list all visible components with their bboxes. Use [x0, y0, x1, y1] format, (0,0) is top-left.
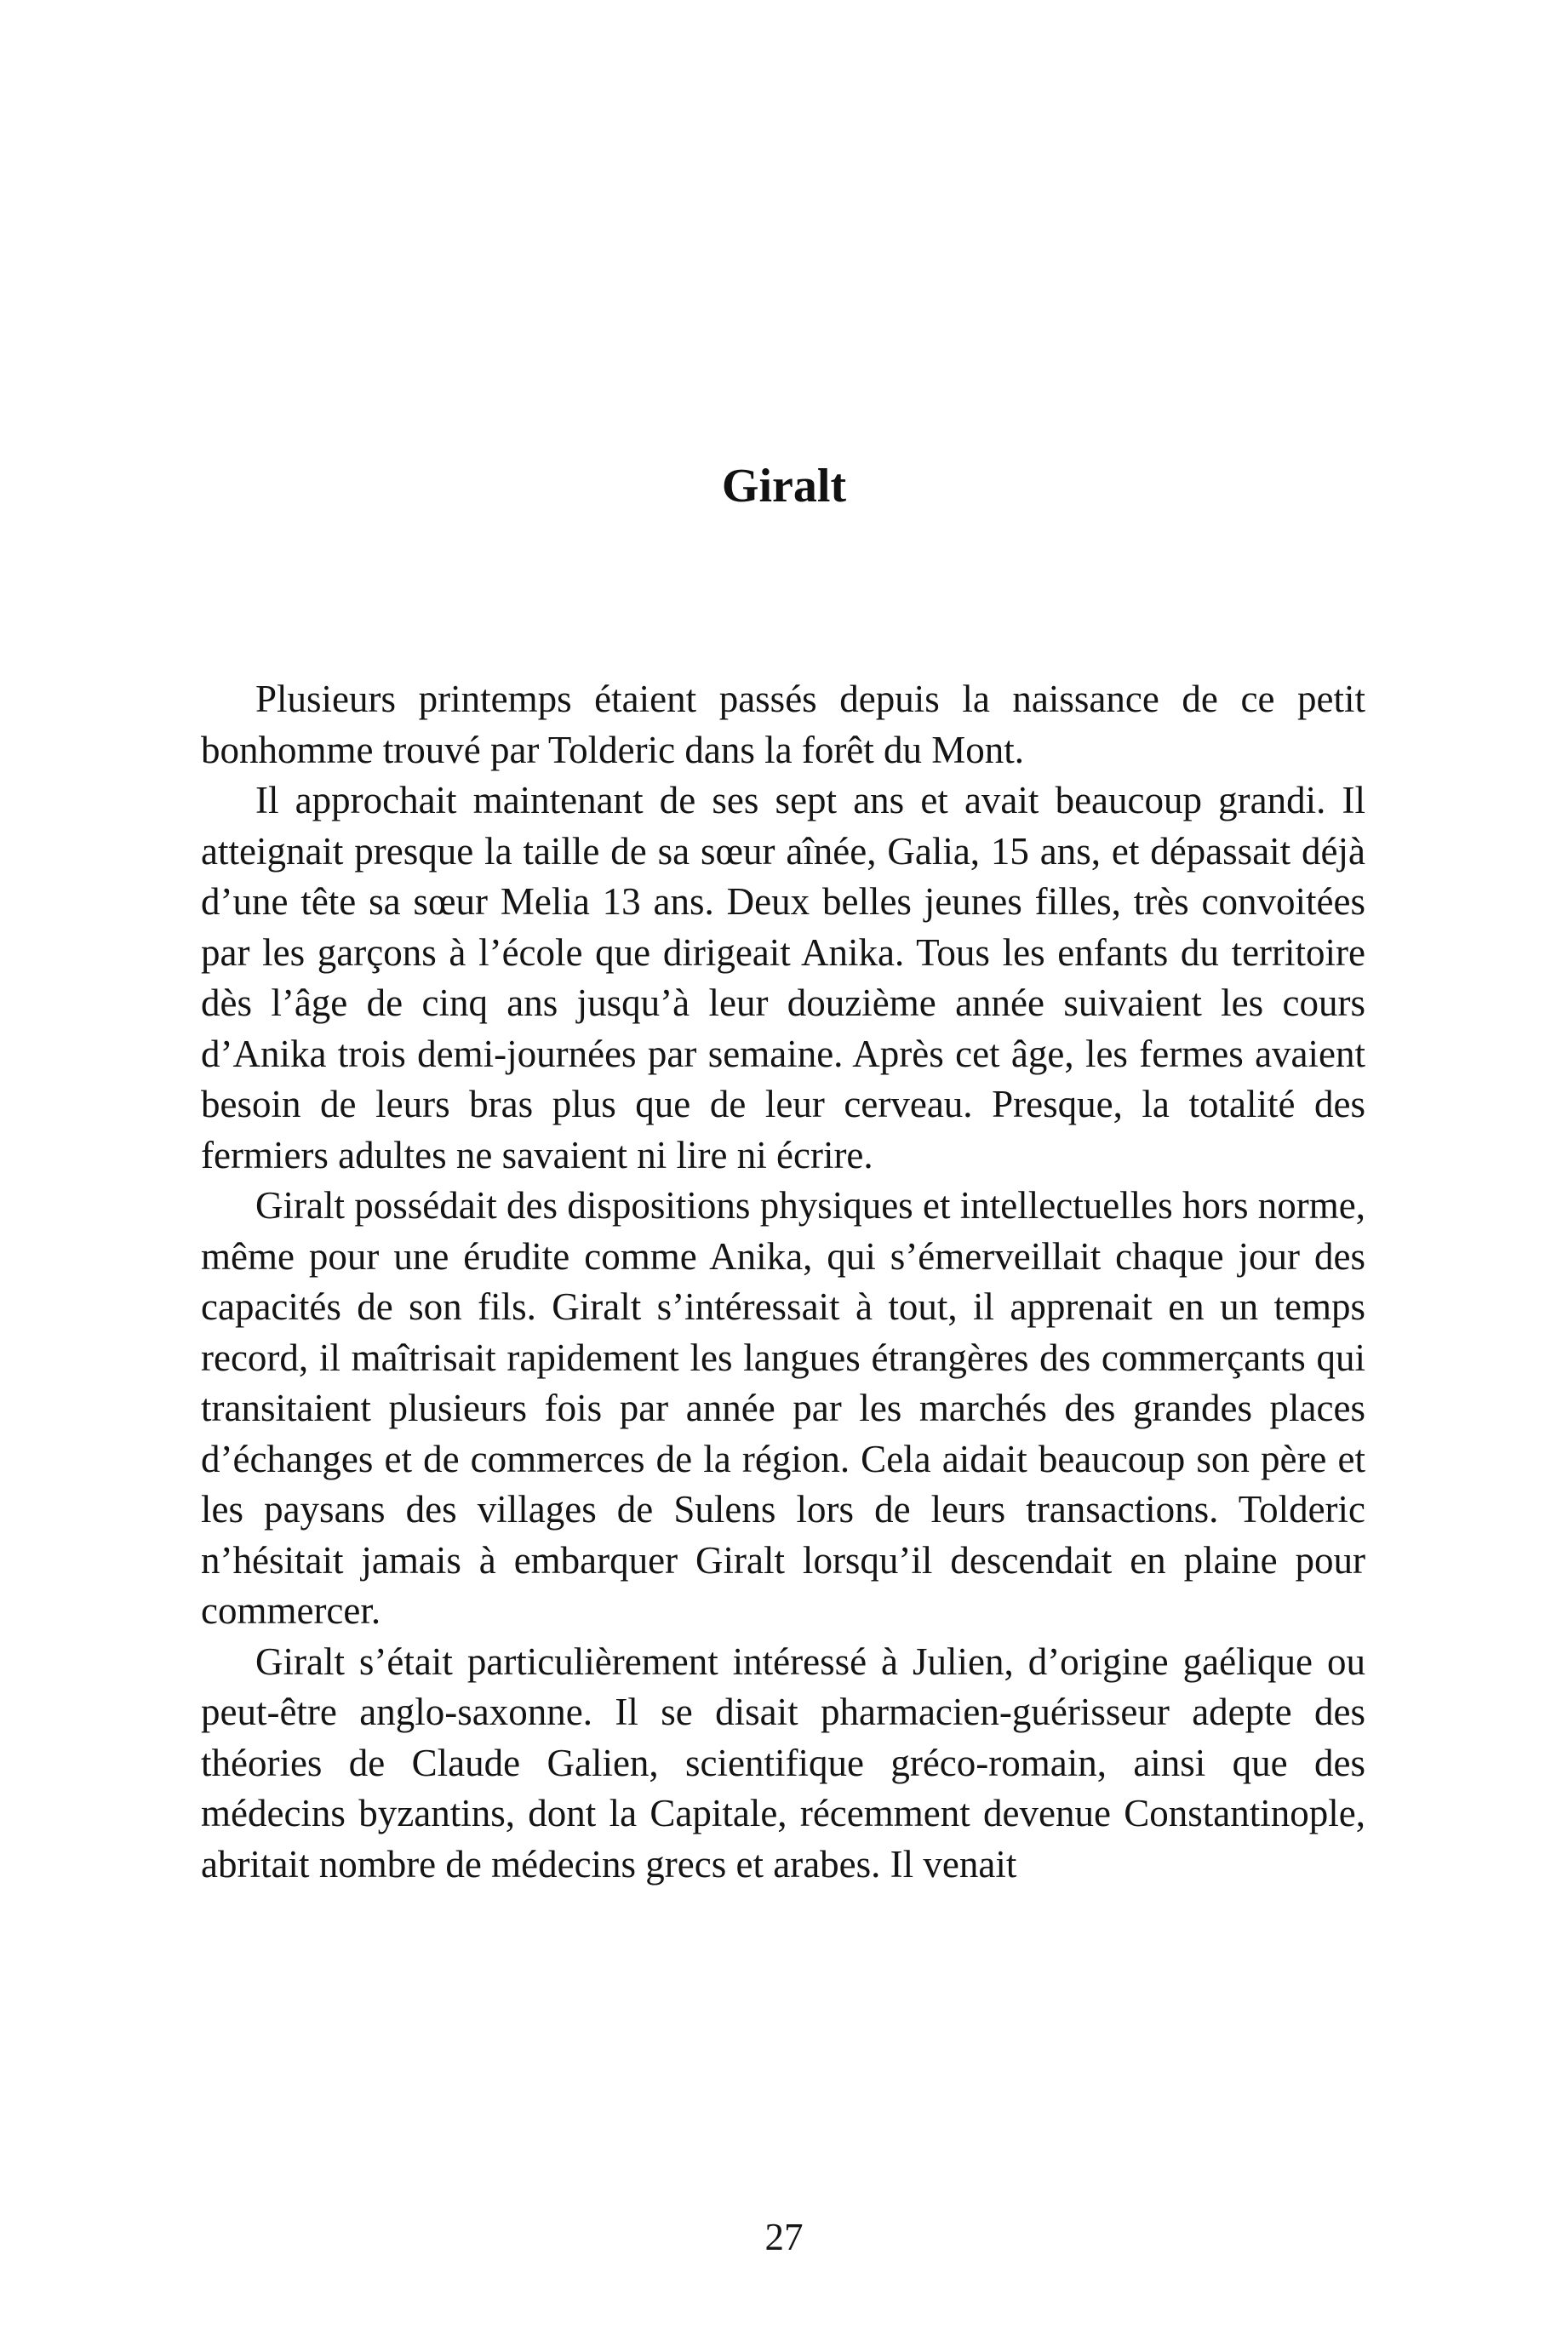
page-number: 27	[764, 2216, 804, 2258]
paragraph: Il approchait maintenant de ses sept ans et avait beaucoup grandi. Il atteignait presque la taille de sa sœur aînée, Galia, 15 ans, et dépassait déjà d’une tête sa sœur Melia 13 ans. Deux belles jeunes filles, très convoitées par les garçons à l’école que dirigeait Anika. Tous les enfants du territoire dès l’âge de cinq ans jusqu’à leur douzième année suivaient les cours d’Anika trois demi-journées par semaine. Après cet âge, les fermes avaient besoin de leurs bras plus que de leur cerveau. Presque, la totalité des fermiers adultes ne savaient ni lire ni écrire.	[201, 779, 1365, 1176]
body-text	[201, 674, 1365, 1890]
paragraph: Giralt possédait des dispositions physiques et intellectuelles hors norme, même pour une érudite comme Anika, qui s’émerveillait chaque jour des capacités de son fils. Giralt s’intéressait à tout, il apprenait en un temps record, il maîtrisait rapidement les langues étrangères des commerçants qui transitaient plusieurs fois par année par les marchés des grandes places d’échanges et de commerces de la région. Cela aidait beaucoup son père et les paysans des villages de Sulens lors de leurs transactions. Tolderic n’hésitait jamais à embarquer Giralt lorsqu’il descendait en plaine pour commercer.	[201, 1184, 1365, 1632]
paragraph: Plusieurs printemps étaient passés depuis la naissance de ce petit bonhomme trouvé par Tolderic dans la forêt du Mont.	[201, 678, 1365, 771]
chapter-title: Giralt	[721, 460, 847, 512]
paragraph: Giralt s’était particulièrement intéressé à Julien, d’origine gaélique ou peut-être anglo-saxonne. Il se disait pharmacien-guérisseur adepte des théories de Claude Galien, scientifique gréco-romain, ainsi que des médecins byzantins, dont la Capitale, récemment devenue Constantinople, abritait nombre de médecins grecs et arabes. Il venait	[201, 1640, 1365, 1886]
